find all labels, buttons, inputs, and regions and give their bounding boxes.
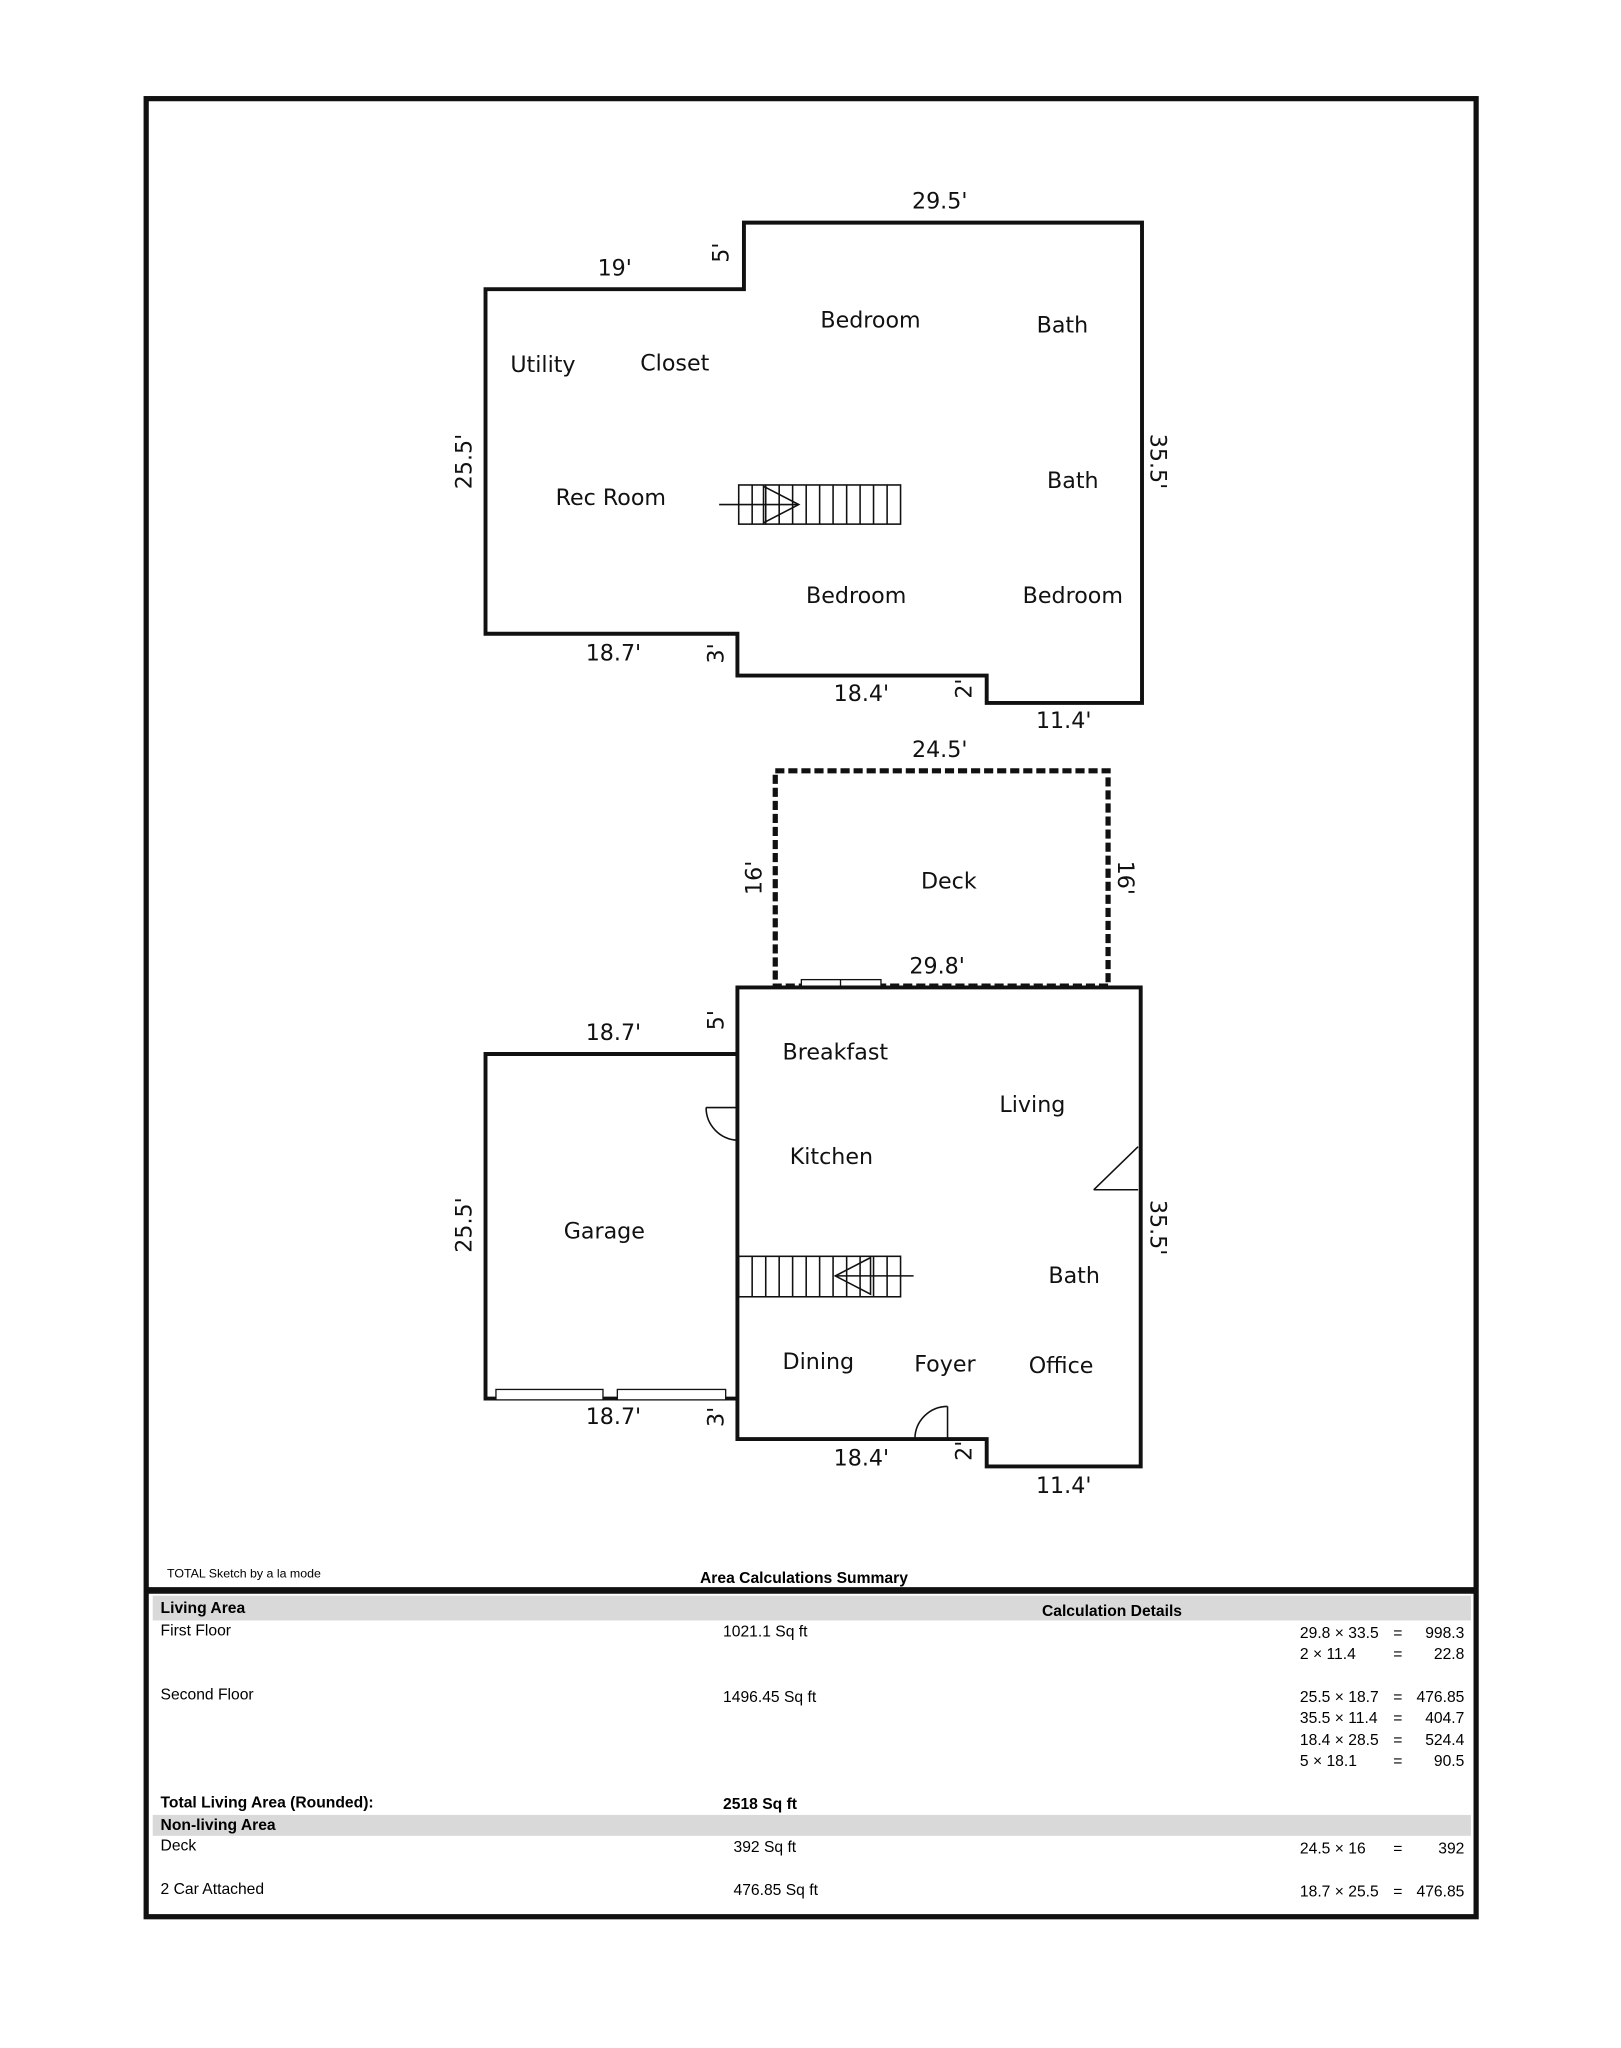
calc-expression: 25.5 × 18.7 bbox=[1299, 1688, 1379, 1706]
total-living-area-label: Total Living Area (Rounded): bbox=[160, 1794, 374, 1812]
room-bath-right: Bath bbox=[1047, 468, 1099, 495]
first-floor-plan bbox=[452, 987, 1171, 1499]
calc-equals: = bbox=[1393, 1752, 1403, 1770]
dim-bottom-left-step: 3' bbox=[703, 1406, 730, 1427]
garage-door-left bbox=[496, 1389, 603, 1399]
room-living: Living bbox=[999, 1091, 1066, 1118]
second-floor-plan bbox=[452, 189, 1171, 734]
dim-bottom-right-step: 2' bbox=[951, 678, 978, 699]
dim-bottom-right-step: 2' bbox=[951, 1440, 978, 1461]
first-floor-stairs bbox=[739, 1256, 914, 1296]
calc-expression: 2 × 11.4 bbox=[1299, 1645, 1356, 1663]
calc-equals: = bbox=[1393, 1688, 1403, 1706]
non-living-area-header: Non-living Area bbox=[160, 1816, 276, 1834]
dim-bottom-right: 11.4' bbox=[1035, 1473, 1092, 1500]
deck-plan bbox=[741, 737, 1138, 988]
dim-bottom-right: 11.4' bbox=[1035, 708, 1092, 735]
calc-result: 90.5 bbox=[1433, 1752, 1465, 1770]
dim-left: 25.5' bbox=[451, 433, 478, 490]
calc-result: 524.4 bbox=[1425, 1732, 1465, 1750]
calc-equals: = bbox=[1393, 1645, 1403, 1663]
deck-dim-bottom: 29.8' bbox=[909, 953, 965, 980]
room-rec-room: Rec Room bbox=[555, 485, 667, 512]
front-door-swing bbox=[915, 1406, 948, 1439]
calc-result: 998.3 bbox=[1425, 1625, 1465, 1643]
area-calculations-table bbox=[153, 1596, 1471, 1901]
room-bedroom-bottom: Bedroom bbox=[806, 582, 907, 609]
side-door-leaf bbox=[1094, 1147, 1138, 1190]
dim-bottom-middle: 18.4' bbox=[833, 1445, 890, 1472]
calc-result: 476.85 bbox=[1416, 1688, 1465, 1706]
deck-dim-right: 16' bbox=[1112, 860, 1139, 895]
dim-garage-top: 18.7' bbox=[585, 1020, 642, 1047]
calc-expression: 24.5 × 16 bbox=[1299, 1840, 1366, 1858]
deck-label: Deck bbox=[160, 1837, 197, 1855]
room-bath-top: Bath bbox=[1036, 312, 1089, 339]
first-floor-label: First Floor bbox=[160, 1622, 231, 1640]
second-floor-stairs bbox=[719, 485, 900, 524]
room-bedroom-top: Bedroom bbox=[820, 307, 921, 334]
calc-equals: = bbox=[1393, 1883, 1403, 1901]
room-bath: Bath bbox=[1048, 1262, 1100, 1289]
dim-top-left: 19' bbox=[597, 255, 632, 282]
dim-bottom-left-step: 3' bbox=[703, 643, 730, 664]
living-area-header-band bbox=[153, 1596, 1471, 1621]
sheet-border bbox=[146, 99, 1476, 1917]
deck-area: 392 Sq ft bbox=[733, 1839, 797, 1857]
calc-expression: 29.8 × 33.5 bbox=[1299, 1625, 1379, 1643]
room-deck: Deck bbox=[920, 868, 977, 895]
dim-top-step: 5' bbox=[708, 242, 735, 263]
dim-garage-bottom: 18.7' bbox=[585, 1403, 642, 1430]
dim-right: 35.5' bbox=[1144, 433, 1171, 490]
living-area-header: Living Area bbox=[160, 1600, 246, 1618]
calc-equals: = bbox=[1393, 1732, 1403, 1750]
calc-equals: = bbox=[1393, 1709, 1403, 1727]
calc-expression: 18.7 × 25.5 bbox=[1299, 1883, 1379, 1901]
room-utility: Utility bbox=[510, 351, 576, 378]
room-kitchen: Kitchen bbox=[789, 1144, 874, 1171]
garage-label: 2 Car Attached bbox=[160, 1880, 265, 1898]
dim-top-step: 5' bbox=[703, 1009, 730, 1031]
calc-result: 392 bbox=[1438, 1840, 1465, 1858]
room-breakfast: Breakfast bbox=[782, 1039, 889, 1066]
dim-right: 35.5' bbox=[1144, 1199, 1171, 1256]
dim-bottom-left: 18.7' bbox=[585, 640, 642, 667]
total-living-area-value: 2518 Sq ft bbox=[723, 1795, 798, 1813]
summary-title: Area Calculations Summary bbox=[699, 1570, 908, 1588]
sketch-credit: TOTAL Sketch by a la mode bbox=[167, 1566, 321, 1581]
calc-result: 22.8 bbox=[1433, 1645, 1465, 1663]
dim-top: 29.5' bbox=[911, 188, 968, 215]
second-floor-area: 1496.45 Sq ft bbox=[723, 1688, 817, 1706]
calc-equals: = bbox=[1393, 1840, 1403, 1858]
dim-garage-left: 25.5' bbox=[451, 1197, 478, 1253]
second-floor-label: Second Floor bbox=[160, 1686, 254, 1704]
garage-entry-door-swing bbox=[706, 1108, 737, 1141]
dim-bottom-middle: 18.4' bbox=[833, 680, 890, 707]
room-bedroom-bottom-right: Bedroom bbox=[1022, 582, 1123, 609]
second-floor-outline bbox=[486, 223, 1142, 703]
garage-door-right bbox=[617, 1389, 725, 1399]
room-office: Office bbox=[1028, 1352, 1094, 1379]
deck-dim-left: 16' bbox=[741, 860, 768, 895]
first-floor-area: 1021.1 Sq ft bbox=[723, 1623, 808, 1641]
calc-result: 404.7 bbox=[1425, 1709, 1465, 1727]
non-living-area-header-band bbox=[153, 1815, 1471, 1836]
room-closet: Closet bbox=[640, 350, 710, 377]
deck-dim-top: 24.5' bbox=[911, 736, 968, 763]
room-dining: Dining bbox=[782, 1349, 855, 1376]
calc-expression: 5 × 18.1 bbox=[1299, 1752, 1357, 1770]
calc-expression: 35.5 × 11.4 bbox=[1299, 1709, 1378, 1727]
room-garage: Garage bbox=[563, 1218, 645, 1245]
calculation-details-header: Calculation Details bbox=[1041, 1602, 1183, 1620]
calc-equals: = bbox=[1393, 1625, 1403, 1643]
garage-area: 476.85 Sq ft bbox=[733, 1882, 818, 1900]
calc-result: 476.85 bbox=[1416, 1883, 1465, 1901]
calc-expression: 18.4 × 28.5 bbox=[1299, 1732, 1379, 1750]
room-foyer: Foyer bbox=[914, 1351, 976, 1378]
